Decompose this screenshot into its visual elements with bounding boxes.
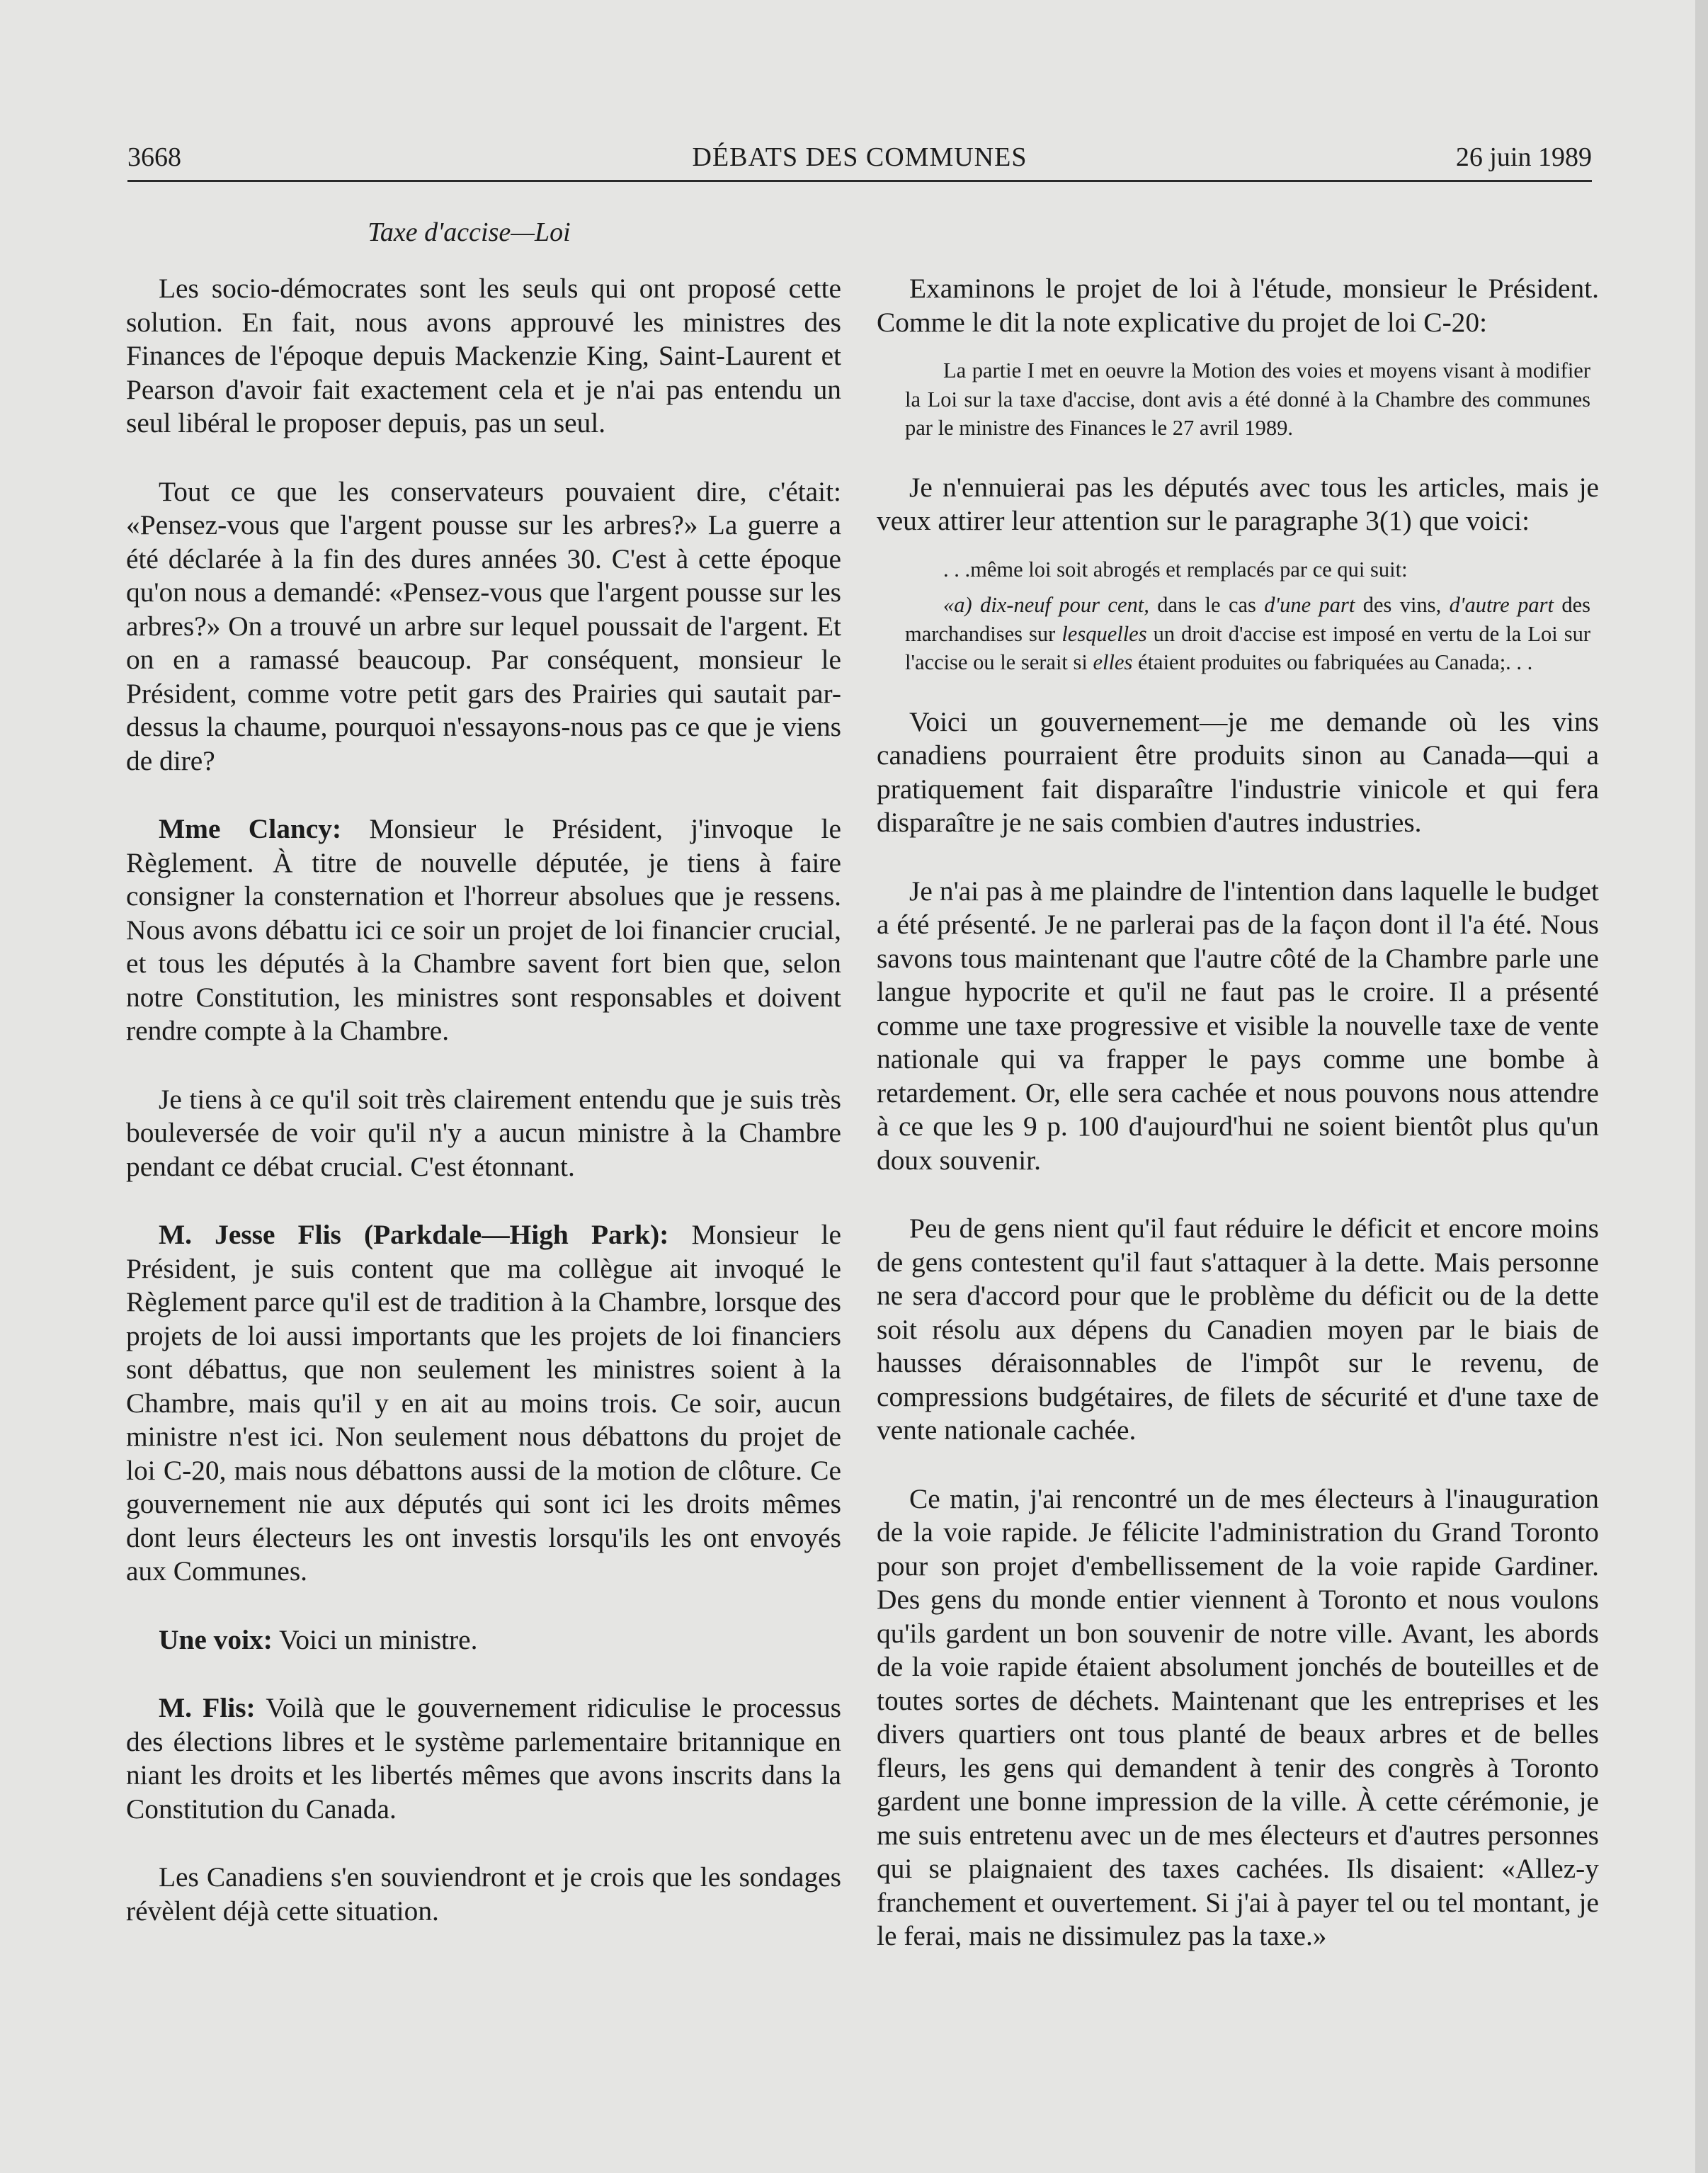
quote-text: des marchandises sur [905,593,1590,646]
speaker-paragraph [126,1218,841,1589]
speaker-name: M. Jesse Flis (Parkdale—High Park): [159,1219,669,1250]
quote-italic: d'une part [1264,593,1355,617]
block-quote: . . .même loi soit abrogés et remplacés par ce qui suit: [943,557,1408,581]
quote-italic: d'autre part [1449,593,1554,617]
quote-italic: dix-neuf pour cent, [980,593,1149,617]
block-quote: La partie I met en oeuvre la Motion des voies et moyens visant à modifier la Loi sur la taxe d'accise, dont avis a été donné à la Chambre des communes par le ministre des Finances le 27 avril 1989. [905,358,1590,440]
publication-title: DÉBATS DES COMMUNES [692,142,1027,172]
speaker-name: Mme Clancy: [159,813,342,844]
quote-italic: lesquelles [1061,621,1147,646]
speech-text: Voici un ministre. [272,1623,478,1655]
quote-text: dans le cas [1149,593,1265,617]
paragraph: Je n'ennuierai pas les députés avec tous les articles, mais je veux attirer leur attention sur le paragraphe 3(1) que voici: [877,471,1599,536]
paragraph: Les Canadiens s'en souviendront et je crois que les sondages révèlent déjà cette situation. [126,1861,841,1927]
paragraph: Les socio-démocrates sont les seuls qui ont proposé cette solution. En fait, nous avons approuvé les ministres des Finances de l'époque depuis Mackenzie King, Saint-Laurent et Pearson d'avoir fait exactement cela et je n'ai pas entendu un seul libéral le proposer depuis, pas un seul. [126,273,841,438]
header-rule [127,180,1592,182]
block-quote-amendment [905,591,1590,677]
speaker-paragraph [126,1623,841,1657]
right-column [877,272,1599,1988]
paragraph: Voici un gouvernement—je me demande où les vins canadiens pourraient être produits sinon au Canada—qui a pratiquement fait disparaître l'industrie vinicole et qui fera disparaître je ne sais combien d'autres industries. [877,705,1599,838]
paragraph: Tout ce que les conservateurs pouvaient dire, c'était: «Pensez-vous que l'argent pousse sur les arbres?» La guerre a été déclarée à la fin des dures années 30. C'est à cette époque qu'on nous a demandé: «Pensez-vous que l'argent pousse sur les arbres?» On a trouvé un arbre sur lequel poussait de l'argent. Et on en a ramassé beaucoup. Par conséquent, monsieur le Président, comme votre petit gars des Prairies qui sautait par-dessus la chaume, pourquoi n'essayons-nous pas ce que je viens de dire? [126,475,841,776]
speaker-name: M. Flis: [159,1692,256,1723]
left-column [126,272,841,1963]
speech-text: Voilà que le gouvernement ridiculise le processus des élections libres et le système parlementaire britannique en niant les droits et les libertés mêmes que avons inscrits dans la Constitution du Canada. [126,1692,841,1825]
paragraph: Je tiens à ce qu'il soit très clairement entendu que je suis très bouleversée de voir qu'il n'y a aucun ministre à la Chambre pendant ce débat crucial. C'est étonnant. [126,1083,841,1182]
quote-text: un droit d'accise est imposé en vertu de la Loi sur l'accise ou le serait si [905,621,1590,674]
speaker-name: Une voix: [159,1623,273,1655]
speaker-paragraph [126,812,841,1048]
page-header [127,142,1592,177]
page-number: 3668 [127,142,181,172]
quote-italic: elles [1093,650,1133,674]
paragraph: Je n'ai pas à me plaindre de l'intention dans laquelle le budget a été présenté. Je ne parlerai pas de la façon dont il l'a été. Nous savons tous maintenant que l'autre côté de la Chambre parle une langue hypocrite et qu'il ne faut pas le croire. Il a présenté comme une taxe progressive et visible la nouvelle taxe de vente nationale qui va frapper le pays comme une bombe à retardement. Or, elle sera cachée et nous pouvons nous attendre à ce que les 9 p. 100 d'aujourd'hui ne soient bientôt plus qu'un doux souvenir. [877,875,1599,1176]
speech-text: Monsieur le Président, je suis content que ma collègue ait invoqué le Règlement parce qu'il est de tradition à la Chambre, lorsque des projets de loi aussi importants que les projets de loi financiers sont débattus, que non seulement les ministres soient à la Chambre, mais qu'il y en ait au moins trois. Ce soir, aucun ministre n'est ici. Non seulement nous débattons du projet de loi C-20, mais nous débattons aussi de la motion de clôture. Ce gouvernement nie aux députés qui sont ici les droits mêmes dont leurs électeurs les ont investis lorsqu'ils les ont envoyés aux Communes. [126,1219,841,1587]
quote-italic: «a) [943,593,972,617]
quote-text: étaient produites ou fabriquées au Canada;. . . [1132,650,1533,674]
paragraph: Examinons le projet de loi à l'étude, monsieur le Président. Comme le dit la note explicative du projet de loi C-20: [877,273,1599,338]
paragraph: Peu de gens nient qu'il faut réduire le déficit et encore moins de gens contestent qu'il faut s'attaquer à la dette. Mais personne ne sera d'accord pour que le problème du déficit ou de la dette soit résolu aux dépens du Canadien moyen par le biais de hausses déraisonnables de l'impôt sur le revenu, de compressions budgétaires, de filets de sécurité et d'une taxe de vente nationale cachée. [877,1213,1599,1446]
paragraph: Ce matin, j'ai rencontré un de mes électeurs à l'inauguration de la voie rapide. Je félicite l'administration du Grand Toronto pour son projet d'embellissement de la voie rapide Gardiner. Des gens du monde entier viennent à Toronto et nous voulons qu'ils gardent un bon souvenir de notre ville. Avant, les abords de la voie rapide étaient absolument jonchés de bouteilles et de toutes sortes de déchets. Maintenant que les entreprises et les divers quartiers ont tous planté de beaux arbres et de belles fleurs, les gens qui demandent à tenir des congrès à Toronto gardent une bonne impression de la ville. À cette cérémonie, je me suis entretenu avec un de mes électeurs et d'autres personnes qui se plaignaient des taxes cachées. Ils disaient: «Allez-y franchement et ouvertement. Si j'ai à payer tel ou tel montant, je le ferai, mais ne dissimulez pas la taxe.» [877,1482,1599,1951]
speech-text: Monsieur le Président, j'invoque le Règlement. À titre de nouvelle députée, je tiens à faire consigner la consternation et l'horreur absolues que je ressens. Nous avons débattu ici ce soir un projet de loi financier crucial, et tous les députés à la Chambre savent fort bien que, selon notre Constitution, les ministres sont responsables et doivent rendre compte à la Chambre. [126,813,841,1046]
scan-edge [1695,0,1708,2173]
running-head: Taxe d'accise—Loi [368,217,571,247]
quote-text: des vins, [1355,593,1450,617]
speaker-paragraph [126,1691,841,1826]
publication-date: 26 juin 1989 [1455,142,1592,172]
